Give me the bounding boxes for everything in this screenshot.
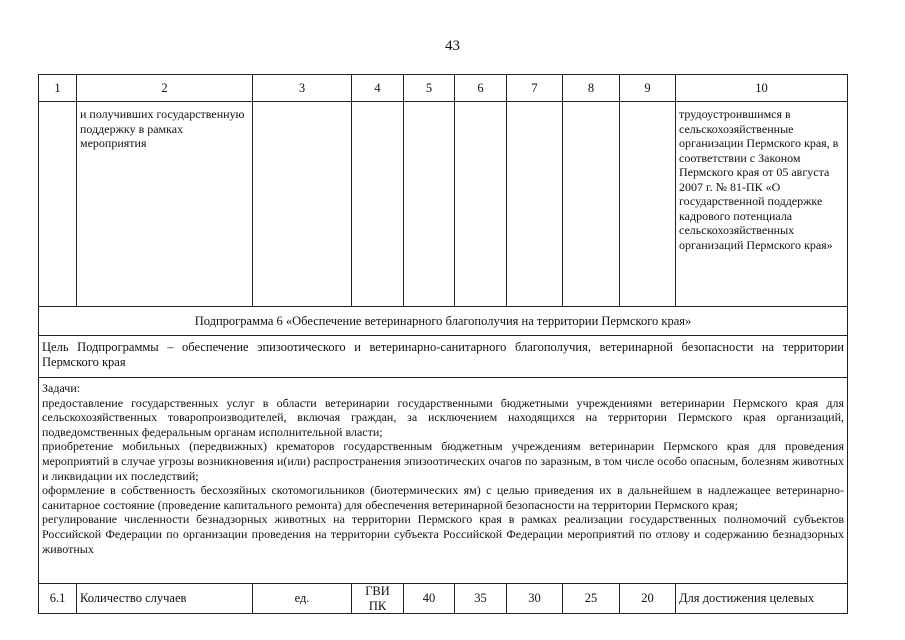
note-cell: Для достижения целевых xyxy=(676,584,848,614)
note-continuation: трудоустроившимся в сельскохозяйственные организации Пермского края, в соответствии с Законом Пермского края от 05 августа 2007 г. № 81-ПК «О государственной поддержке кадрового потенциала сельскохозяйственных организаций Пермского края» xyxy=(676,102,848,307)
header-cell: 5 xyxy=(404,75,455,102)
header-cell: 9 xyxy=(620,75,676,102)
header-cell: 4 xyxy=(352,75,404,102)
cell-empty xyxy=(563,102,620,307)
indicator-name: Количество случаев xyxy=(77,584,253,614)
cell-empty xyxy=(253,102,352,307)
goal-row xyxy=(39,336,848,378)
value-cell: 25 xyxy=(563,584,620,614)
header-cell: 6 xyxy=(455,75,507,102)
unit-cell: ед. xyxy=(253,584,352,614)
header-cell: 2 xyxy=(77,75,253,102)
header-cell: 8 xyxy=(563,75,620,102)
table-row xyxy=(39,584,848,614)
cell-empty xyxy=(404,102,455,307)
header-cell: 1 xyxy=(39,75,77,102)
row-number: 6.1 xyxy=(39,584,77,614)
task-item: оформление в собственность бесхозяйных скотомогильников (биотермических ям) с целью приведения их в дальнейшем в надлежащее ветеринарно-санитарное состояние (проведение капитального ремонта) для обеспечения ветеринарной безопасности на территории Пермского края; xyxy=(42,483,844,512)
tasks-heading: Задачи: xyxy=(42,381,81,395)
header-row xyxy=(39,75,848,102)
cell-empty xyxy=(620,102,676,307)
cell-empty xyxy=(455,102,507,307)
tasks-cell xyxy=(39,378,848,584)
continuation-row xyxy=(39,102,848,307)
indicators-table xyxy=(38,74,848,614)
value-cell: 20 xyxy=(620,584,676,614)
value-cell: 40 xyxy=(404,584,455,614)
indicator-name-continuation: и получивших государственную поддержку в рамках мероприятия xyxy=(77,102,253,307)
task-item: приобретение мобильных (передвижных) крематоров государственным бюджетным учреждениям ветеринарии Пермского края для проведения мероприятий в случае угрозы возникновения и(или) распространения эпизоотических очагов по заразным, в том числе особо опасным, болезням животных и ликвидации их последствий; xyxy=(42,439,844,483)
header-cell: 3 xyxy=(253,75,352,102)
cell-empty xyxy=(39,102,77,307)
header-cell: 7 xyxy=(507,75,563,102)
source-cell: ГВИ ПК xyxy=(352,584,404,614)
subprogram-title: Подпрограмма 6 «Обеспечение ветеринарного благополучия на территории Пермского края» xyxy=(39,307,848,336)
value-cell: 35 xyxy=(455,584,507,614)
value-cell: 30 xyxy=(507,584,563,614)
page-number: 43 xyxy=(445,38,460,54)
cell-empty xyxy=(352,102,404,307)
header-cell: 10 xyxy=(676,75,848,102)
subprogram-row xyxy=(39,307,848,336)
tasks-row xyxy=(39,378,848,584)
task-item: регулирование численности безнадзорных животных на территории Пермского края в рамках реализации государственных полномочий субъектов Российской Федерации по организации проведения на территории субъекта Российской Федерации мероприятий по отлову и содержанию безнадзорных животных xyxy=(42,512,844,556)
subprogram-goal: Цель Подпрограммы – обеспечение эпизоотического и ветеринарно-санитарного благополучия, ветеринарной безопасности на территории Пермского края xyxy=(39,336,848,378)
cell-empty xyxy=(507,102,563,307)
task-item: предоставление государственных услуг в области ветеринарии государственными бюджетными учреждениями ветеринарии Пермского края для сельскохозяйственных товаропроизводителей, включая граждан, за исключением находящихся на территории Пермского края организаций, подведомственных федеральным органам исполнительной власти; xyxy=(42,395,844,439)
